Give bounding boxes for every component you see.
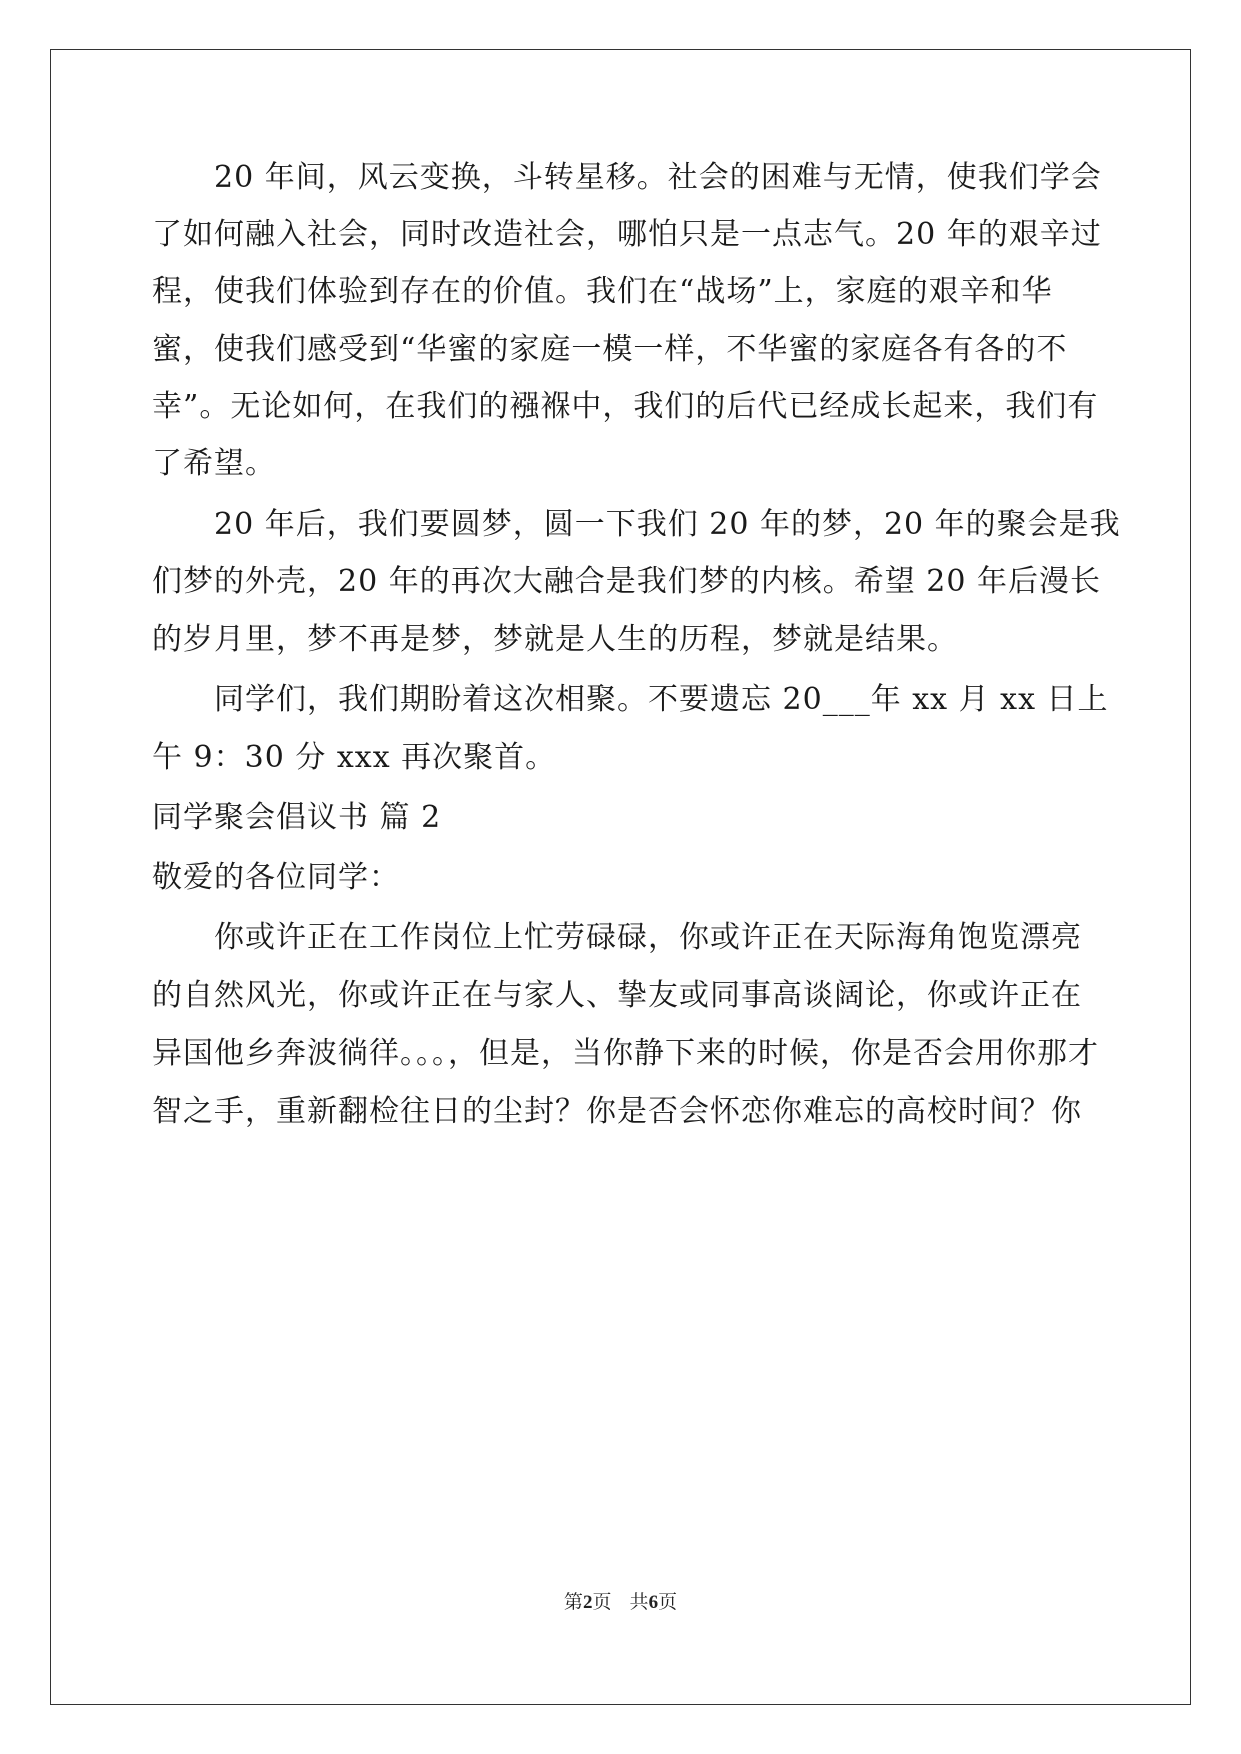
paragraph-line: 程，使我们体验到存在的价值。我们在“战场”上，家庭的艰辛和华 (152, 274, 1053, 309)
total-pages-number: 6 (648, 1592, 659, 1613)
paragraph-line: 了希望。 (152, 446, 276, 481)
paragraph-line: 们梦的外壳，20 年的再次大融合是我们梦的内核。希望 20 年后漫长 (152, 564, 1101, 599)
paragraph-line: 的岁月里，梦不再是梦，梦就是人生的历程，梦就是结果。 (152, 622, 958, 657)
salutation: 敬爱的各位同学： (152, 860, 400, 895)
paragraph-line: 你或许正在工作岗位上忙劳碌碌，你或许正在天际海角饱览漂亮 (152, 920, 1082, 955)
current-page-number: 2 (582, 1592, 593, 1613)
page-footer (0, 1590, 1241, 1615)
paragraph-line: 午 9：30 分 xxx 再次聚首。 (152, 740, 557, 775)
section-heading: 同学聚会倡议书 篇 2 (152, 800, 442, 835)
paragraph-line: 了如何融入社会，同时改造社会，哪怕只是一点志气。20 年的艰辛过 (152, 217, 1102, 252)
paragraph-line: 同学们，我们期盼着这次相聚。不要遗忘 20___年 xx 月 xx 日上 (152, 682, 1109, 717)
paragraph-line: 蜜，使我们感受到“华蜜的家庭一模一样，不华蜜的家庭各有各的不 (152, 332, 1068, 367)
paragraph-line: 20 年后，我们要圆梦，圆一下我们 20 年的梦，20 年的聚会是我 (152, 507, 1121, 542)
footer-middle: 页 共 (592, 1591, 649, 1613)
paragraph-line: 异国他乡奔波徜徉。。。，但是，当你静下来的时候，你是否会用你那才 (152, 1036, 1099, 1071)
footer-prefix: 第 (563, 1591, 583, 1613)
paragraph-line: 的自然风光，你或许正在与家人、挚友或同事高谈阔论，你或许正在 (152, 978, 1082, 1013)
footer-suffix: 页 (658, 1591, 678, 1613)
paragraph-line: 智之手，重新翻检往日的尘封？你是否会怀恋你难忘的高校时间？你 (152, 1094, 1082, 1129)
paragraph-line: 幸”。无论如何，在我们的襁褓中，我们的后代已经成长起来，我们有 (152, 389, 1099, 424)
paragraph-line: 20 年间，风云变换，斗转星移。社会的困难与无情，使我们学会 (152, 160, 1102, 195)
